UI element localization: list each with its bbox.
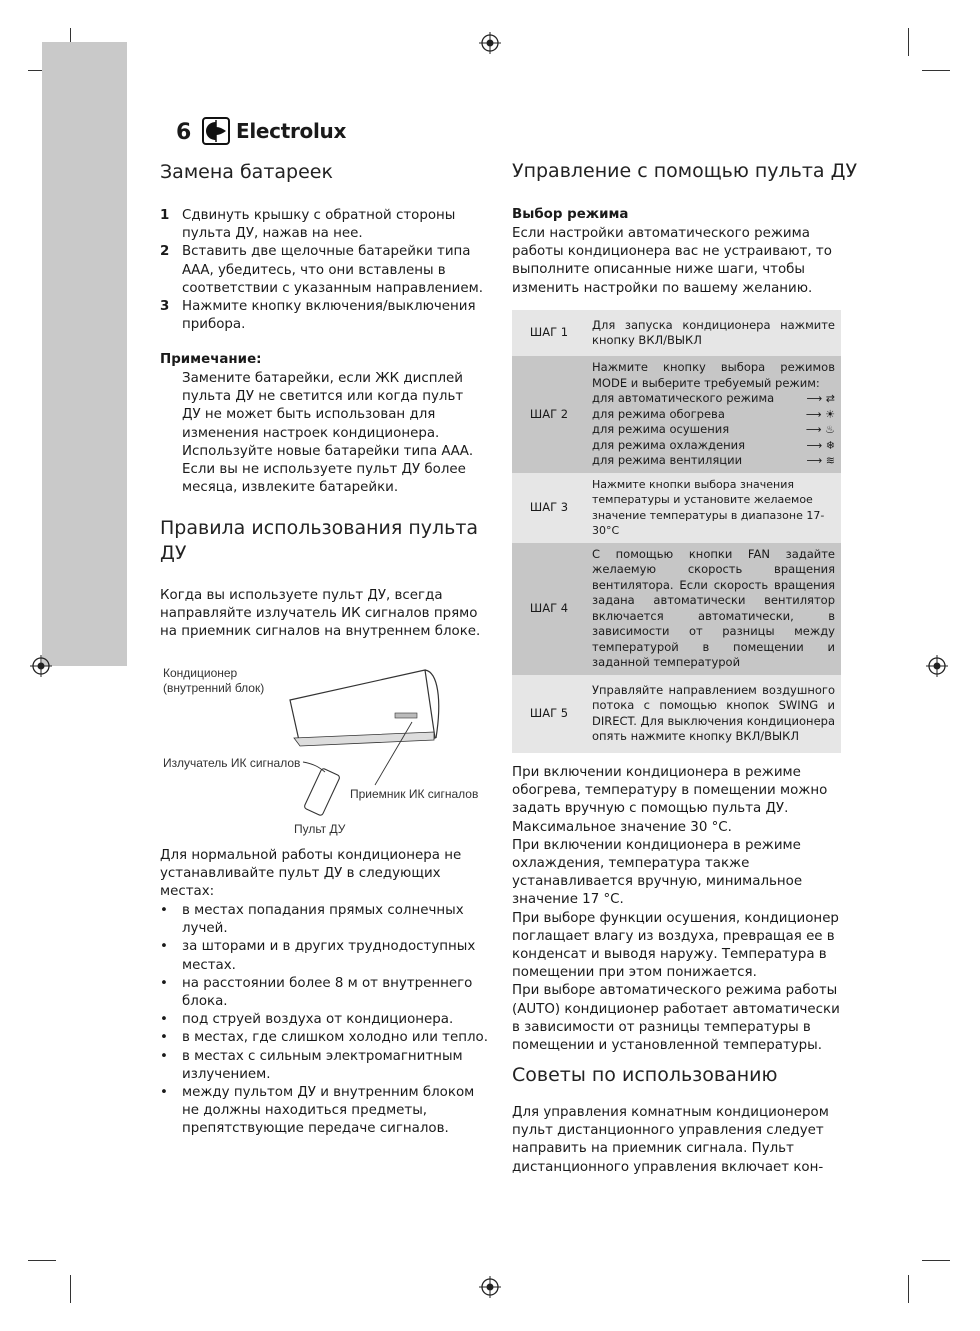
electrolux-logo-icon [202,117,230,145]
crop-mark [922,70,950,71]
crop-mark [908,1275,909,1303]
section-title-batteries: Замена батареек [160,161,333,183]
step-text: Нажмите кнопки выбора значения температуры и установите желаемое значение температуры в диапазоне 17-30°C [592,477,825,537]
list-item: • под струей воздуха от кондиционера. [160,1011,490,1029]
crop-mark [908,28,909,56]
control-paragraphs [512,764,844,1055]
list-item [160,298,488,334]
step-text: Сдвинуть крышку с обратной стороны пульта ДУ, нажав на нее. [182,208,456,242]
brand-logo [202,117,346,145]
step-text: Нажмите кнопку выбора режимов MODE и выберите требуемый режим: [592,360,835,390]
list-item: • между пультом ДУ и внутренним блоком не должны находиться предметы, препятствующие передаче сигналов. [160,1084,490,1139]
mode-label: Выбор режима [512,207,629,222]
placement-list [160,902,490,1139]
note-body [182,370,482,497]
list-item: • в местах попадания прямых солнечных лучей. [160,902,490,938]
mode-line [592,391,835,407]
section-title-control: Управление с помощью пульта ДУ [512,160,858,182]
table-row [512,473,841,543]
note-line: Если вы не используете пульт ДУ более месяца, извлеките батарейки. [182,462,466,496]
list-item [160,207,488,243]
placement-intro: Для нормальной работы кондиционера не устанавливайте пульт ДУ в следующих местах: [160,848,462,900]
mode-text: для режима охлаждения [592,437,745,452]
page-number: 6 [176,120,192,145]
steps-table [512,310,841,753]
side-tab-strip [42,42,127,666]
section-title-rules: Правила использования пульта ДУ [160,517,479,564]
list-item: • за шторами и в других труднодоступных местах. [160,938,490,974]
diagram-label-remote: Пульт ДУ [294,822,346,836]
auto-mode-icon: ⟶ ⇄ [806,392,835,405]
step-label: ШАГ 4 [529,600,569,615]
mode-text: для режима вентиляции [592,453,743,467]
section-title-tips: Советы по использованию [512,1064,778,1086]
note-label: Примечание: [160,352,262,367]
list-item: • в местах, где слишком холодно или тепло. [160,1029,490,1047]
diagram-label-emitter: Излучатель ИК сигналов [163,756,301,770]
mode-text: для режима осушения [592,422,730,436]
mode-line [592,407,835,423]
step-cell [586,356,841,473]
mode-text: для автоматического режима [592,391,775,405]
registration-mark-icon [479,1276,501,1298]
table-row [512,543,841,675]
registration-mark-icon [30,655,52,677]
snowflake-icon: ⟶ ❄ [806,438,835,452]
step-number: 2 [160,244,170,260]
mode-line [592,438,835,454]
step-text: Нажмите кнопку включения/выключения прибора. [182,299,476,333]
brand-name: Electrolux [236,119,347,143]
registration-mark-icon [479,32,501,54]
step-text: С помощью кнопки FAN задайте желаемую скорость вращения вентилятора. Если скорость вращения задана автоматически вентилятор включается автоматически, в зависимости от разницы между температурой в помещении и заданной температурой [592,546,835,669]
drop-icon: ⟶ ♨ [805,423,835,436]
step-text: Вставить две щелочные батарейки типа ААА, убедитесь, что они вставлены в соответствии с указанным направлением. [182,244,483,296]
mode-line [592,453,835,469]
step-label: ШАГ 2 [529,406,569,421]
list-item [160,243,488,298]
rules-intro: Когда вы используете пульт ДУ, всегда направляйте излучатель ИК сигналов прямо на приемник сигналов на внутреннем блоке. [160,588,481,640]
step-label: ШАГ 5 [529,705,569,720]
list-item: • на расстоянии более 8 м от внутреннего блока. [160,975,490,1011]
crop-mark [28,1260,56,1261]
registration-mark-icon [926,655,948,677]
crop-mark [70,1275,71,1303]
control-intro: Если настройки автоматического режима работы кондиционера вас не устраивают, то выполните описанные ниже шаги, чтобы изменить настройки по вашему желанию. [512,226,832,296]
step-number: 3 [160,299,170,315]
mode-text: для режима обогрева [592,406,725,421]
table-row [512,675,841,753]
step-label: ШАГ 3 [529,499,569,514]
mode-line [592,422,835,438]
paragraph: При выборе функции осушения, кондиционер поглащает влагу из воздуха, превращая ее в конденсат и выводя наружу. Температура в помещении при этом понижается. [512,910,839,981]
note-line: Замените батарейки, если ЖК дисплей пульта ДУ не светится или когда пульт ДУ не может быть использован для изменения настроек кондиционера. [182,371,464,441]
tips-text: Для управления комнатным кондиционером пульт дистанционного управления следует направить на приемник сигнала. Пульт дистанционного управления включает кон- [512,1105,829,1175]
paragraph: При включении кондиционера в режиме охлаждения, температура также устанавливается вручную, минимальное значение 17 °C. [512,837,803,908]
paragraph: При включении кондиционера в режиме обогрева, температуру в помещении можно задать вручную с помощью пульта ДУ. Максимальное значение 30 °C. [512,765,828,835]
list-item: • в местах с сильным электромагнитным излучением. [160,1048,490,1084]
fan-icon: ⟶ ≋ [806,454,835,467]
step-text: Для запуска кондиционера нажмите кнопку ВКЛ/ВЫКЛ [592,317,835,347]
crop-mark [922,1260,950,1261]
table-row [512,356,841,473]
step-number: 1 [160,208,170,223]
paragraph: При выборе автоматического режима работы (AUTO) кондиционер работает автоматически в зависимости от разницы температуры в помещении и установленной температуры. [512,983,840,1054]
sun-icon: ⟶ ☀ [805,407,835,421]
note-line: Используйте новые батарейки типа ААА. [182,443,474,459]
step-text: Управляйте направлением воздушного потока с помощью кнопок SWING и DIRECT. Для выключения кондиционера опять нажмите кнопку ВКЛ/ВЫКЛ [592,682,835,743]
battery-steps [160,207,488,334]
table-row [512,310,841,356]
diagram-label-receiver: Приемник ИК сигналов [350,787,479,801]
diagram-label-unit: Кондиционер (внутренний блок) [163,666,265,695]
step-label: ШАГ 1 [529,325,569,340]
